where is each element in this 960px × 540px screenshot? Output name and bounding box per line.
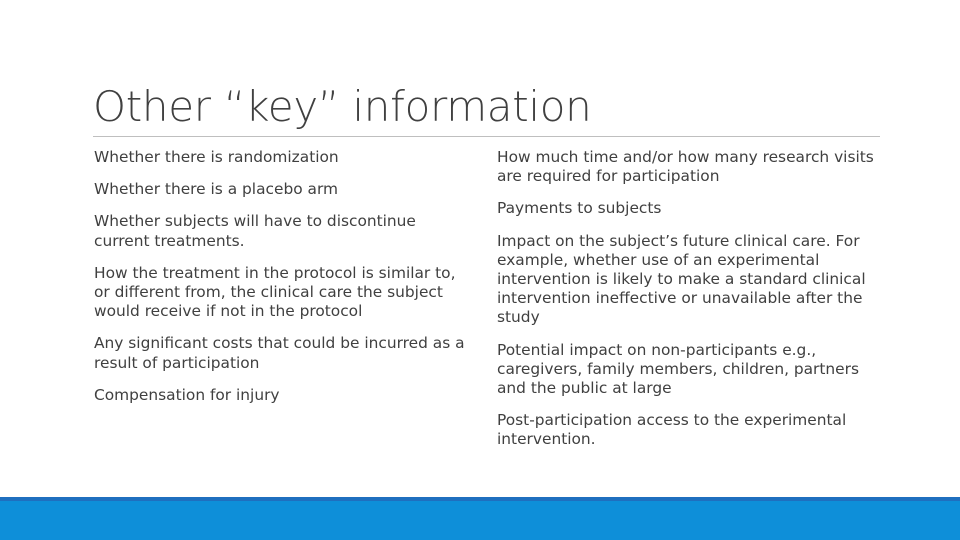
list-item: How the treatment in the protocol is similar to, or different from, the clinical care the subject would receive if not in the protocol xyxy=(94,263,456,321)
footer-accent-bar xyxy=(0,497,960,540)
list-item: Any significant costs that could be incurred as a result of participation xyxy=(94,334,465,372)
list-item: Post-participation access to the experimental intervention. xyxy=(497,411,847,449)
list-item: Impact on the subject’s future clinical care. For example, whether use of an experimental intervention is likely to make a standard clinical intervention ineffective or unavailable after the study xyxy=(497,231,866,327)
left-column xyxy=(94,148,474,405)
right-column xyxy=(497,148,883,450)
list-item: Compensation for injury xyxy=(94,385,280,404)
slide-title: Other “key” information xyxy=(93,82,592,131)
list-item: Payments to subjects xyxy=(497,199,662,218)
list-item: Whether there is a placebo arm xyxy=(94,180,339,199)
list-item: Whether subjects will have to discontinue current treatments. xyxy=(94,212,416,250)
title-divider xyxy=(93,136,880,137)
list-item: How much time and/or how many research visits are required for participation xyxy=(497,148,874,186)
list-item: Potential impact on non-participants e.g., caregivers, family members, children, partners and the public at large xyxy=(497,340,859,398)
list-item: Whether there is randomization xyxy=(94,148,339,166)
